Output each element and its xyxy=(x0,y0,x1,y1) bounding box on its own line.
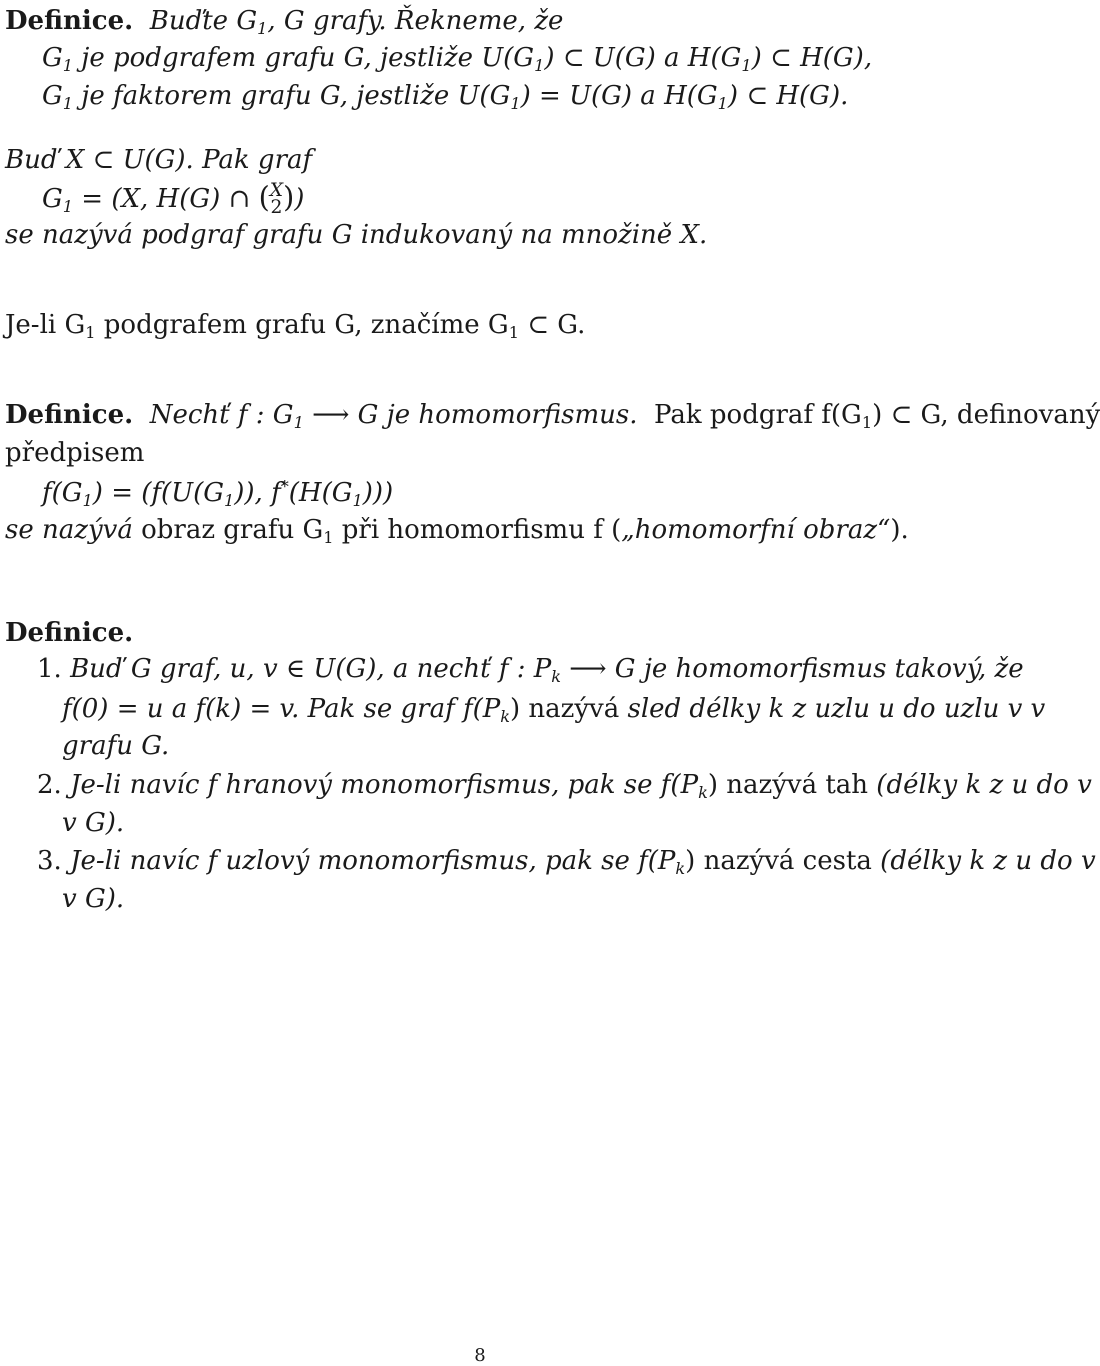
definition-heading: Definice. xyxy=(5,400,134,430)
induced-line-3: se nazývá podgraf grafu G indukovaný na množině X. xyxy=(5,220,708,250)
definition-3-heading: Definice. xyxy=(5,618,134,648)
induced-line-1: Buď X ⊂ U(G). Pak graf xyxy=(5,145,313,175)
definition-2-line-2: předpisem xyxy=(5,438,145,468)
page-number: 8 xyxy=(474,1345,486,1366)
definition-1-line-2: $G_1$ je podgrafem grafu G, jestliže $U(G_1)$ ⊂ U(G) a $H(G_1)$ ⊂ H(G), xyxy=(42,43,873,75)
list-item-2-line-2: v G). xyxy=(62,808,125,838)
subgraph-note: Je-li $G_1$ podgrafem grafu G, značíme $G_1$ ⊂ G. xyxy=(5,310,586,342)
list-item-3-line-1: 3. Je-li navíc f uzlový monomorfismus, pak se $f(P_k)$ nazývá cesta (délky k z u do v xyxy=(37,846,1096,878)
definition-heading: Definice. xyxy=(5,6,134,36)
list-item-1-line-3: grafu G. xyxy=(62,731,170,761)
induced-formula: $G_1 = (X$, H(G) ∩ (X 2 )) xyxy=(42,180,305,218)
list-item-2-line-1: 2. Je-li navíc f hranový monomorfismus, pak se $f(P_k)$ nazývá tah (délky k z u do v xyxy=(37,770,1092,802)
definition-1-line-1 xyxy=(5,6,564,38)
definition-text: Buďte $G_1$, G grafy. Řekneme, že xyxy=(149,6,564,38)
definition-2-formula: $f(G_1) = (f(U(G_1))$, $f^*(H(G_1))$) xyxy=(42,477,394,510)
definition-2-line-4: se nazývá obraz grafu $G_1$ při homomorfismu f („homomorfní obraz“). xyxy=(5,515,909,547)
list-item-3-line-2: v G). xyxy=(62,884,125,914)
binomial: (X 2 ) xyxy=(258,180,295,218)
list-item-1-line-1: 1. Buď G graf, u, v ∈ U(G), a nechť f : $P_k$ ⟶ G je homomorfismus takový, že xyxy=(37,654,1024,686)
list-item-1-line-2: f(0) = u a f(k) = v. Pak se graf $f(P_k)$ nazývá sled délky k z uzlu u do uzlu v v xyxy=(62,694,1046,726)
definition-1-line-3: $G_1$ je faktorem grafu G, jestliže $U(G_1) = U(G)$ a $H(G_1)$ ⊂ H(G). xyxy=(42,81,849,113)
definition-2-line-1: Definice. Nechť f : $G_1$ ⟶ G je homomorfismus. Pak podgraf $f(G_1)$ ⊂ G, definovaný xyxy=(5,400,1100,432)
